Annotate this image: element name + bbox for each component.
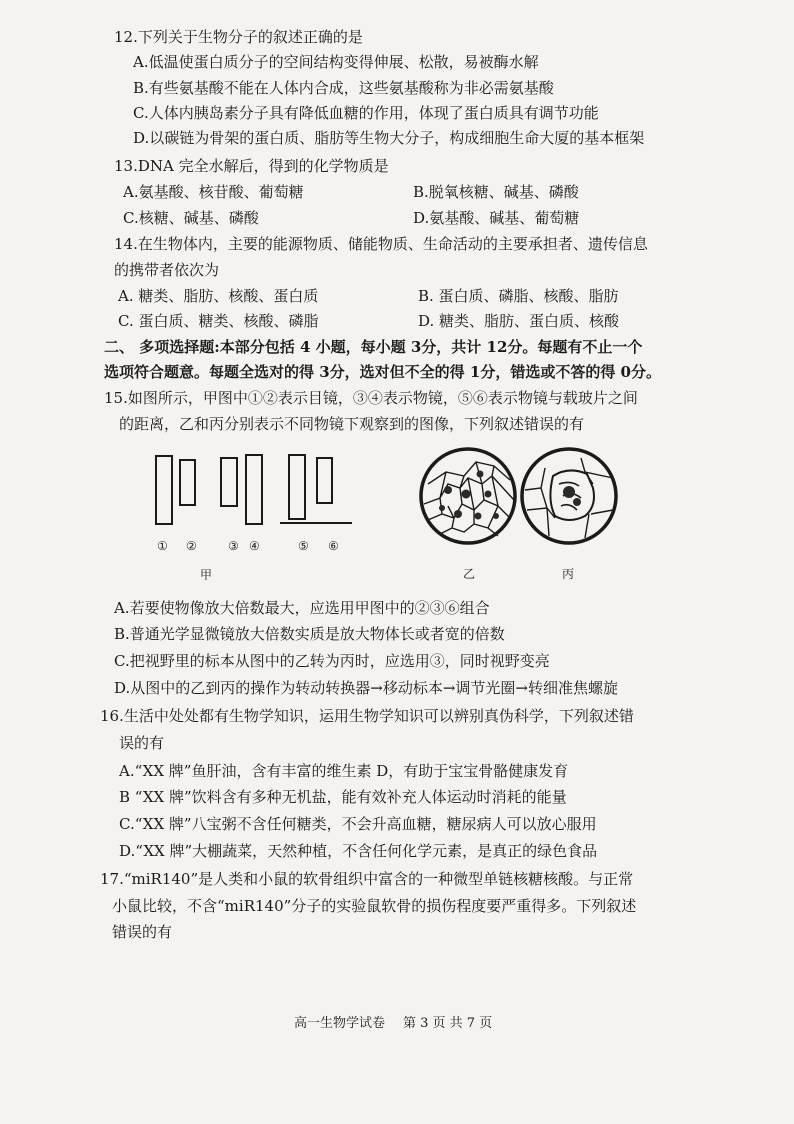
label-circled-6: ⑥ xyxy=(328,539,339,553)
q14-stem-line2: 的携带者依次为 xyxy=(114,261,220,279)
section2-heading-line1: 二、 多项选择题:本部分包括 4 小题，每小题 3分，共计 12分。每题有不止一个 xyxy=(104,338,643,356)
q14-option-a: A. 糖类、脂肪、核酸、蛋白质 xyxy=(118,287,319,305)
q14-option-c: C. 蛋白质、糖类、核酸、磷脂 xyxy=(118,312,319,330)
q13-option-d: D.氨基酸、碱基、葡萄糖 xyxy=(413,209,580,227)
q12-stem: 12.下列关于生物分子的叙述正确的是 xyxy=(114,28,363,46)
q15-stem-line2: 的距离，乙和丙分别表示不同物镜下观察到的图像，下列叙述错误的有 xyxy=(119,415,585,433)
figure-yi-label: 乙 xyxy=(463,567,476,581)
eyepiece-1-shape xyxy=(156,456,172,524)
label-circled-2: ② xyxy=(186,539,197,553)
footer-page-number: 第 3 页 共 7 页 xyxy=(403,1016,493,1031)
q15-option-a: A.若要使物像放大倍数最大，应选用甲图中的②③⑥组合 xyxy=(114,599,490,617)
q16-option-b: B “XX 牌”饮料含有多种无机盐，能有效补充人体运动时消耗的能量 xyxy=(119,788,567,806)
q17-stem-line3: 错误的有 xyxy=(112,923,173,941)
figure-yi-low-power-view xyxy=(418,444,518,548)
objective-5-shape xyxy=(289,455,305,519)
objective-4-shape xyxy=(246,455,262,524)
q16-stem-line1: 16.生活中处处都有生物学知识，运用生物学知识可以辨别真伪科学，下列叙述错 xyxy=(100,707,634,725)
figure-bing-high-power-view xyxy=(519,444,619,548)
q17-stem-line1: 17.“miR140”是人类和小鼠的软骨组织中富含的一种微型单链核糖核酸。与正常 xyxy=(100,870,634,888)
q14-option-d: D. 糖类、脂肪、蛋白质、核酸 xyxy=(418,312,620,330)
q16-option-d: D.“XX 牌”大棚蔬菜，天然种植，不含任何化学元素，是真正的绿色食品 xyxy=(119,842,598,860)
q16-option-a: A.“XX 牌”鱼肝油，含有丰富的维生素 D，有助于宝宝骨骼健康发育 xyxy=(119,762,569,780)
figure-jia-label: 甲 xyxy=(200,568,213,582)
q12-option-d: D.以碳链为骨架的蛋白质、脂肪等生物大分子，构成细胞生命大厦的基本框架 xyxy=(133,129,645,147)
q12-option-c: C.人体内胰岛素分子具有降低血糖的作用，体现了蛋白质具有调节功能 xyxy=(133,104,599,122)
label-circled-1: ① xyxy=(157,539,168,553)
q15-option-c: C.把视野里的标本从图中的乙转为丙时，应选用③，同时视野变亮 xyxy=(114,652,550,670)
objective-3-shape xyxy=(221,458,237,506)
q12-option-a: A.低温使蛋白质分子的空间结构变得伸展、松散，易被酶水解 xyxy=(133,53,539,71)
q16-stem-line2: 误的有 xyxy=(119,734,165,752)
q14-stem-line1: 14.在生物体内，主要的能源物质、储能物质、生命活动的主要承担者、遗传信息 xyxy=(114,235,648,253)
q13-option-c: C.核糖、碱基、磷酸 xyxy=(123,209,259,227)
q17-stem-line2: 小鼠比较，不含“miR140”分子的实验鼠软骨的损伤程度要严重得多。下列叙述 xyxy=(112,897,637,915)
label-circled-5: ⑤ xyxy=(298,539,309,553)
label-circled-3: ③ xyxy=(228,539,239,553)
figure-bing-label: 丙 xyxy=(562,567,575,581)
q13-option-b: B.脱氧核糖、碱基、磷酸 xyxy=(413,183,579,201)
figure-jia-lenses xyxy=(150,448,360,533)
q14-option-b: B. 蛋白质、磷脂、核酸、脂肪 xyxy=(418,287,619,305)
q15-option-b: B.普通光学显微镜放大倍数实质是放大物体长或者宽的倍数 xyxy=(114,625,505,643)
q13-option-a: A.氨基酸、核苷酸、葡萄糖 xyxy=(123,183,304,201)
section2-heading-line2: 选项符合题意。每题全选对的得 3分，选对但不全的得 1分，错选或不答的得 0分。 xyxy=(104,363,661,381)
objective-6-shape xyxy=(317,458,332,503)
q16-option-c: C.“XX 牌”八宝粥不含任何糖类，不会升高血糖，糖尿病人可以放心服用 xyxy=(119,815,597,833)
q15-stem-line1: 15.如图所示，甲图中①②表示目镜，③④表示物镜，⑤⑥表示物镜与载玻片之间 xyxy=(104,389,638,407)
eyepiece-2-shape xyxy=(180,460,195,505)
label-circled-4: ④ xyxy=(249,539,260,553)
footer-exam-title: 高一生物学试卷 xyxy=(294,1016,386,1031)
q12-option-b: B.有些氨基酸不能在人体内合成，这些氨基酸称为非必需氨基酸 xyxy=(133,79,554,97)
q13-stem: 13.DNA 完全水解后，得到的化学物质是 xyxy=(114,157,389,175)
q15-option-d: D.从图中的乙到丙的操作为转动转换器→移动标本→调节光圈→转细准焦螺旋 xyxy=(114,679,618,697)
